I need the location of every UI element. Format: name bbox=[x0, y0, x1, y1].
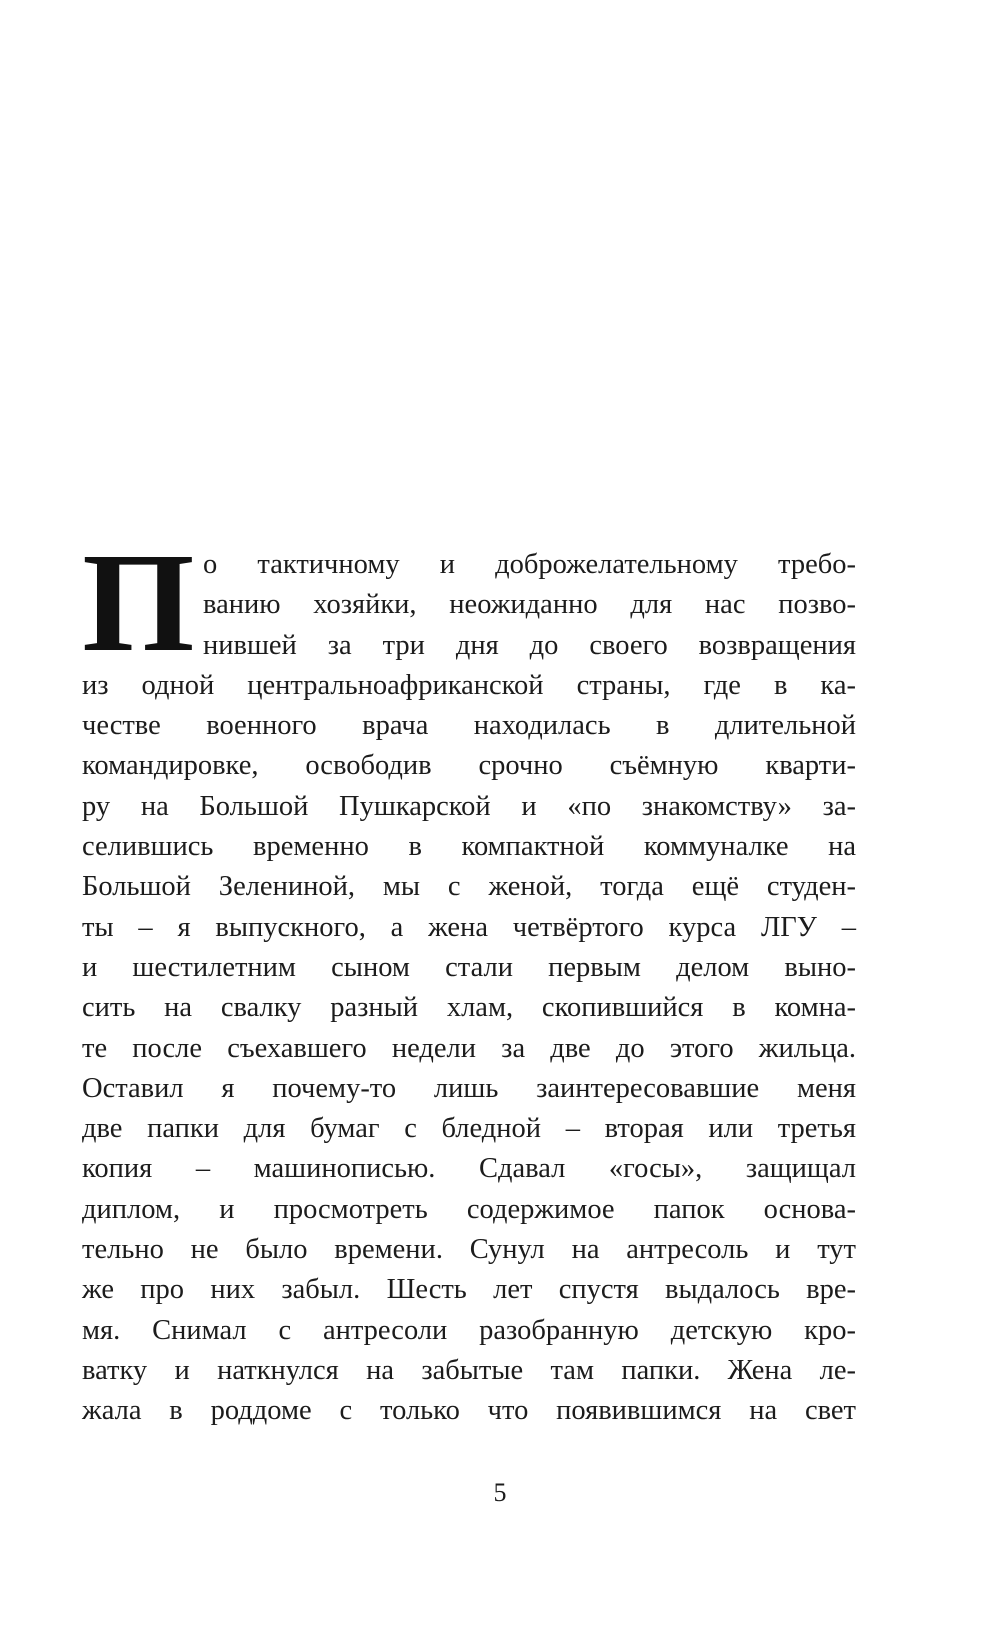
text-line: из одной центральноафриканской страны, где в ка- bbox=[82, 669, 856, 701]
text-line: ватку и наткнулся на забытые там папки. Жена ле- bbox=[82, 1354, 856, 1386]
drop-cap: П bbox=[82, 523, 193, 681]
text-line: жала в роддоме с только что появившимся на свет bbox=[82, 1395, 856, 1427]
text-line: диплом, и просмотреть содержимое папок основа- bbox=[82, 1193, 856, 1225]
text-line: ванию хозяйки, неожиданно для нас позво- bbox=[203, 589, 856, 621]
text-line: же про них забыл. Шесть лет спустя выдалось вре- bbox=[82, 1274, 856, 1306]
text-line: селившись временно в компактной коммуналке на bbox=[82, 831, 856, 863]
text-line: ты – я выпускного, а жена четвёртого курса ЛГУ – bbox=[82, 911, 856, 943]
text-line: нившей за три дня до своего возвращения bbox=[203, 629, 856, 661]
page-number: 5 bbox=[493, 1478, 507, 1507]
text-line: Оставил я почему-то лишь заинтересовавшие меня bbox=[82, 1072, 856, 1104]
text-line: копия – машинописью. Сдавал «госы», защищал bbox=[82, 1153, 856, 1185]
text-line: командировке, освободив срочно съёмную кварти- bbox=[82, 750, 856, 782]
text-line: Большой Зелениной, мы с женой, тогда ещё студен- bbox=[82, 871, 856, 903]
text-line: о тактичному и доброжелательному требо- bbox=[203, 549, 856, 580]
text-line: две папки для бумаг с бледной – вторая или третья bbox=[82, 1113, 856, 1145]
text-line: сить на свалку разный хлам, скопившийся в комна- bbox=[82, 992, 856, 1024]
text-line: и шестилетним сыном стали первым делом выно- bbox=[82, 951, 856, 983]
text-line: те после съехавшего недели за две до этого жильца. bbox=[82, 1032, 856, 1064]
body-paragraph bbox=[82, 523, 856, 1432]
text-line: мя. Снимал с антресоли разобранную детскую кро- bbox=[82, 1314, 856, 1346]
text-line: ру на Большой Пушкарской и «по знакомству» за- bbox=[82, 790, 856, 822]
text-line: тельно не было времени. Сунул на антресоль и тут bbox=[82, 1234, 856, 1266]
text-line: честве военного врача находилась в длительной bbox=[82, 710, 856, 742]
